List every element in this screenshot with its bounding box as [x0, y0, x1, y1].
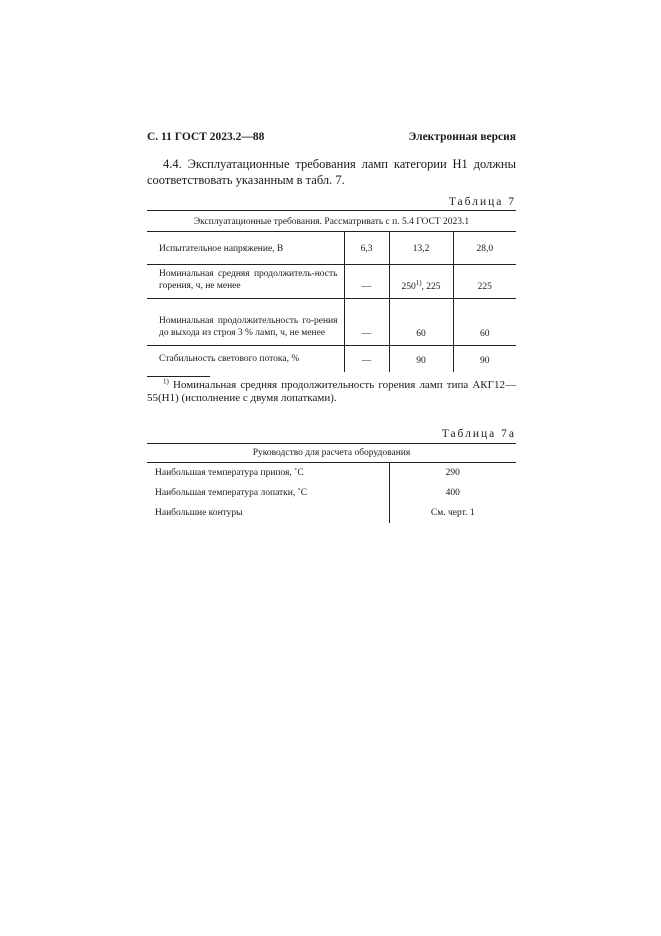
table-row — [147, 503, 516, 523]
table7-header-row — [147, 211, 516, 232]
table7a-cell: 400 — [389, 483, 516, 503]
table7a-header-row — [147, 444, 516, 463]
table7-cell: 6,3 — [344, 232, 389, 265]
footnote — [147, 379, 516, 405]
table-row — [147, 265, 516, 299]
table7a-row-label: Наибольшие контуры — [155, 508, 243, 518]
table7-cell-main: 250 — [401, 282, 416, 292]
table7-cell: 225 — [453, 265, 516, 299]
table7-cell: 13,2 — [389, 232, 453, 265]
table7-row-label: Испытательное напряжение, В — [147, 232, 344, 265]
table7-cell: 90 — [453, 346, 516, 372]
table7-row-label: Номинальная средняя продолжитель-ность горения, ч, не менее — [147, 265, 344, 299]
table-row — [147, 463, 516, 484]
table7a-row-label: Наибольшая температура лопатки, ˚С — [155, 488, 308, 498]
footnote-text: Номинальная средняя продолжительность горения ламп типа АКГ12—55(Н1) (исполнение с двумя лопатками). — [147, 379, 516, 404]
table7a-row-label: Наибольшая температура припоя, ˚С — [155, 468, 304, 478]
table7a-header: Руководство для расчета оборудования — [147, 444, 516, 463]
table7-row-label: Стабильность светового потока, % — [159, 354, 300, 364]
page-header — [147, 131, 516, 143]
table7-cell: 60 — [453, 299, 516, 346]
footnote-ref: 1) — [415, 278, 422, 287]
page-header-right: Электронная версия — [408, 131, 516, 143]
table7a-caption: Таблица 7а — [441, 428, 516, 440]
table-row — [147, 346, 516, 372]
table7a-cell: См. черт. 1 — [389, 503, 516, 523]
table7-caption: Таблица 7 — [448, 196, 516, 208]
paragraph-4-4: 4.4. Эксплуатационные требования ламп категории Н1 должны соответствовать указанным в табл. 7. — [147, 157, 516, 187]
table7-row-label: Номинальная продолжительность го-рения до выхода из строя 3 % ламп, ч, не менее — [147, 299, 344, 346]
footnote-divider — [147, 376, 210, 377]
footnote-marker: 1) — [163, 377, 169, 386]
table7-cell: 28,0 — [453, 232, 516, 265]
table7-cell: 60 — [389, 299, 453, 346]
table7a-cell: 290 — [389, 463, 516, 484]
table-7a — [147, 443, 516, 523]
table-row — [147, 299, 516, 346]
table7-header: Эксплуатационные требования. Рассматривать с п. 5.4 ГОСТ 2023.1 — [147, 211, 516, 232]
table7-cell-tail: , 225 — [421, 282, 441, 292]
table-7 — [147, 210, 516, 372]
table7-cell — [389, 265, 453, 299]
table7-cell: — — [344, 346, 389, 372]
table7-cell: — — [344, 265, 389, 299]
table7-cell: 90 — [389, 346, 453, 372]
table-row — [147, 232, 516, 265]
page-header-left: С. 11 ГОСТ 2023.2—88 — [147, 131, 265, 143]
table-row — [147, 483, 516, 503]
table7-cell: — — [344, 299, 389, 346]
